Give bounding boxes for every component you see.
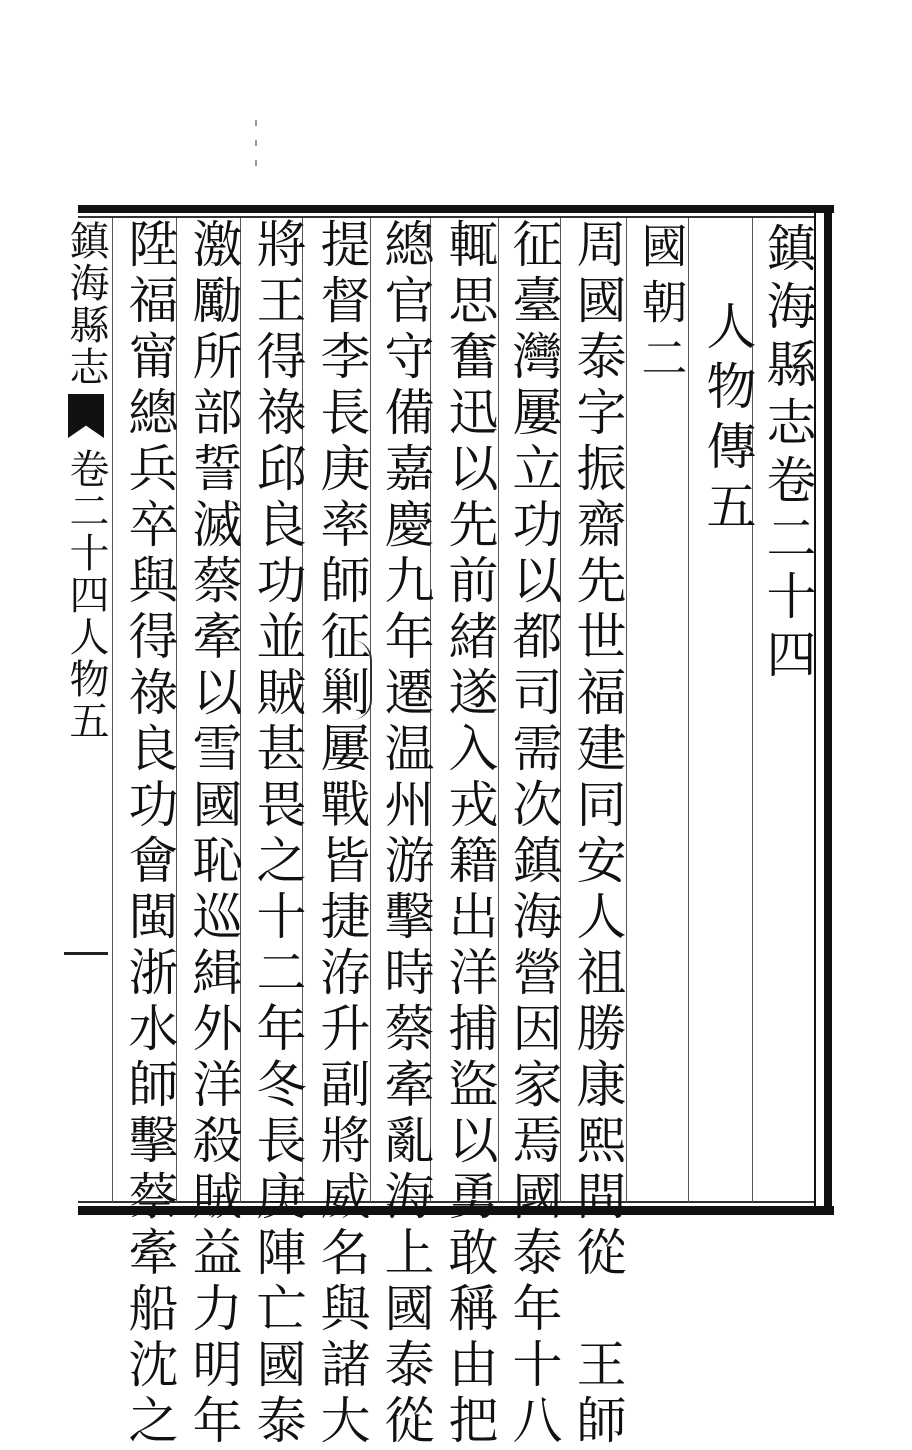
volume-title [758, 222, 816, 686]
punch-mark [255, 140, 257, 146]
punch-mark [255, 120, 257, 126]
dynasty-label [632, 222, 690, 390]
text-column-1 [568, 218, 626, 1450]
text-column-8 [120, 218, 178, 1450]
section-title [698, 300, 756, 540]
annotation-bracket [352, 640, 372, 720]
punch-mark [255, 160, 257, 166]
fish-tail-mark [68, 394, 104, 438]
text-column-4 [376, 218, 434, 1450]
text-column-3 [440, 218, 498, 1450]
text-column-7 [184, 218, 242, 1450]
margin-strip [63, 220, 109, 742]
margin-book-title: 鎮海縣志 [63, 220, 109, 388]
text-column-7-text: 激勵所部誓滅蔡牽以雪國恥巡緝外洋殺賊益力明年 [184, 218, 243, 1450]
margin-chapter: 卷二十四人物五 [63, 448, 109, 742]
text-column-2 [504, 218, 562, 1450]
text-column-1-text: 周國泰字振齋先世福建同安人祖勝康熙間從 王師 [568, 218, 627, 1450]
right-border [824, 205, 832, 1215]
column-divider [112, 218, 113, 1202]
text-column-6 [248, 218, 306, 1450]
text-column-8-text: 陞福甯總兵卒與得祿良功會閩浙水師擊蔡牽船沈之 [120, 218, 179, 1450]
dynasty-label-text: 國朝二 [634, 222, 689, 390]
text-column-3-text: 輒思奮迅以先前緒遂入戎籍出洋捕盜以勇敢稱由把 [440, 218, 499, 1450]
page-number [64, 952, 108, 955]
text-column-5-text: 提督李長庚率師征剿屢戰皆捷洊升副將威名與諸大 [312, 218, 371, 1450]
section-title-text: 人物傳五 [698, 300, 757, 540]
text-column-5 [312, 218, 370, 1450]
text-column-2-text: 征臺灣屢立功以都司需次鎮海營因家焉國泰年十八 [504, 218, 563, 1450]
text-column-4-text: 總官守備嘉慶九年遷温州游擊時蔡牽亂海上國泰從 [376, 218, 435, 1450]
text-column-6-text: 將王得祿邱良功並賊甚畏之十二年冬長庚陣亡國泰 [248, 218, 307, 1450]
top-border [78, 205, 834, 213]
volume-title-text: 鎮海縣志卷二十四 [758, 222, 817, 686]
